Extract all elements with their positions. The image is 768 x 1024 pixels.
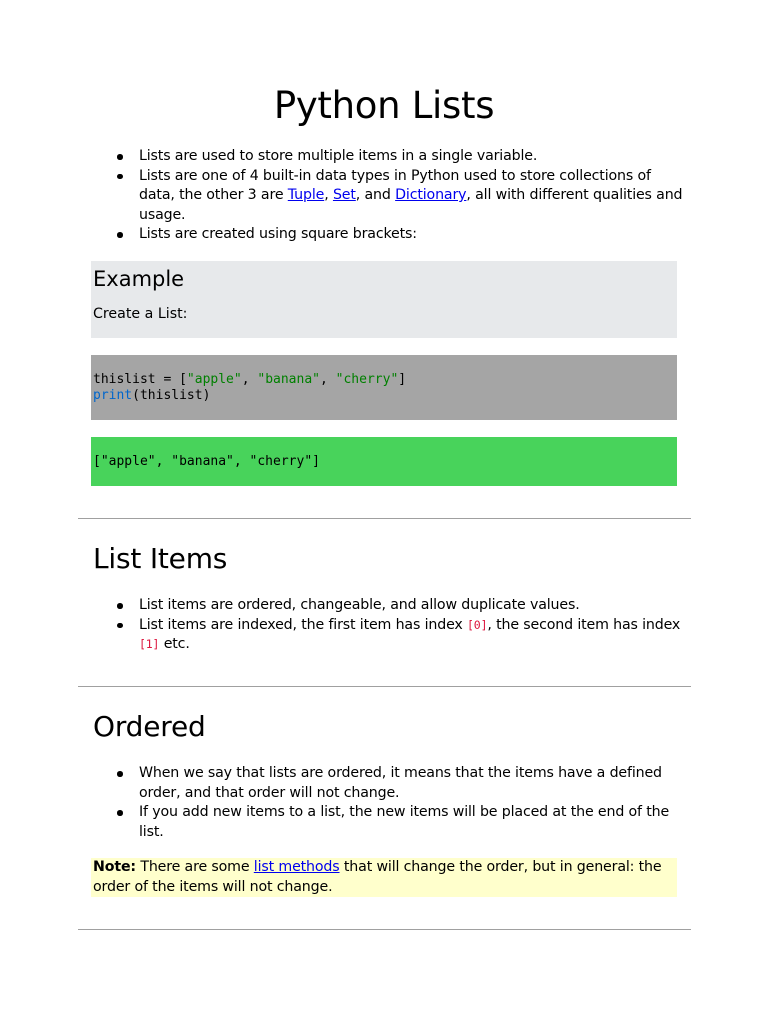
tuple-link[interactable]: Tuple bbox=[287, 187, 325, 203]
list-items-heading: List Items bbox=[93, 542, 228, 575]
code-token: , bbox=[320, 372, 336, 387]
code-token: (thislist) bbox=[132, 388, 211, 403]
list-items-list bbox=[93, 596, 683, 655]
code-token: thislist = [ bbox=[93, 372, 187, 387]
index-1-code: [1] bbox=[139, 637, 160, 651]
list-item bbox=[93, 803, 683, 842]
intro-bullet-1: Lists are used to store multiple items in a single variable. bbox=[139, 148, 538, 164]
code-keyword: print bbox=[93, 388, 133, 403]
list-item bbox=[93, 147, 683, 167]
intro-bullet-2-text: Lists are one of 4 built-in data types in Python used to store collections of data, the other 3 are bbox=[139, 167, 651, 203]
note-text-tail: that will change the order, but in general: the order of the items will not change. bbox=[93, 859, 662, 895]
code-line-2 bbox=[93, 388, 210, 404]
code-string: "cherry" bbox=[335, 372, 399, 387]
example-heading: Example bbox=[93, 267, 185, 291]
output-block bbox=[91, 437, 677, 486]
output-text: ["apple", "banana", "cherry"] bbox=[93, 454, 320, 469]
list-item bbox=[93, 596, 683, 616]
list-item bbox=[93, 764, 683, 803]
section-divider bbox=[78, 518, 691, 519]
section-divider bbox=[78, 686, 691, 687]
code-token: ] bbox=[398, 372, 407, 387]
intro-list bbox=[93, 147, 683, 245]
page-title: Python Lists bbox=[273, 84, 495, 127]
list-item bbox=[93, 616, 683, 655]
code-token: , bbox=[241, 372, 258, 387]
list-item bbox=[93, 225, 683, 245]
note-box bbox=[91, 858, 677, 897]
list-items-bullet-1: List items are ordered, changeable, and allow duplicate values. bbox=[139, 597, 580, 613]
index-0-code: [0] bbox=[467, 617, 488, 632]
list-item bbox=[93, 167, 683, 226]
note-label: Note: bbox=[93, 859, 136, 875]
code-string: "banana" bbox=[257, 372, 320, 387]
note-text: There are some bbox=[135, 859, 254, 875]
dictionary-link[interactable]: Dictionary bbox=[395, 187, 467, 203]
ordered-bullet-2: If you add new items to a list, the new items will be placed at the end of the list. bbox=[139, 804, 670, 840]
example-box bbox=[91, 261, 677, 338]
code-block bbox=[91, 355, 677, 420]
ordered-heading: Ordered bbox=[93, 710, 206, 743]
set-link[interactable]: Set bbox=[332, 187, 356, 203]
ordered-bullet-1: When we say that lists are ordered, it means that the items have a defined order, and that order will not change. bbox=[139, 765, 662, 801]
list-items-bullet-2-tail: etc. bbox=[159, 636, 190, 652]
section-divider bbox=[78, 929, 691, 930]
code-line-1 bbox=[93, 372, 406, 388]
list-methods-link[interactable]: list methods bbox=[253, 859, 340, 875]
separator-text: , and bbox=[355, 187, 396, 203]
separator-text: , bbox=[324, 187, 333, 203]
code-string: "apple" bbox=[186, 372, 242, 387]
list-items-bullet-2-text: List items are indexed, the first item has index bbox=[139, 616, 468, 633]
ordered-list bbox=[93, 764, 683, 842]
list-items-bullet-2-mid: , the second item has index bbox=[487, 616, 681, 633]
example-description: Create a List: bbox=[93, 306, 188, 322]
intro-bullet-3: Lists are created using square brackets: bbox=[139, 226, 417, 242]
intro-bullet-2-tail: , all with different qualities and usage. bbox=[139, 187, 683, 223]
